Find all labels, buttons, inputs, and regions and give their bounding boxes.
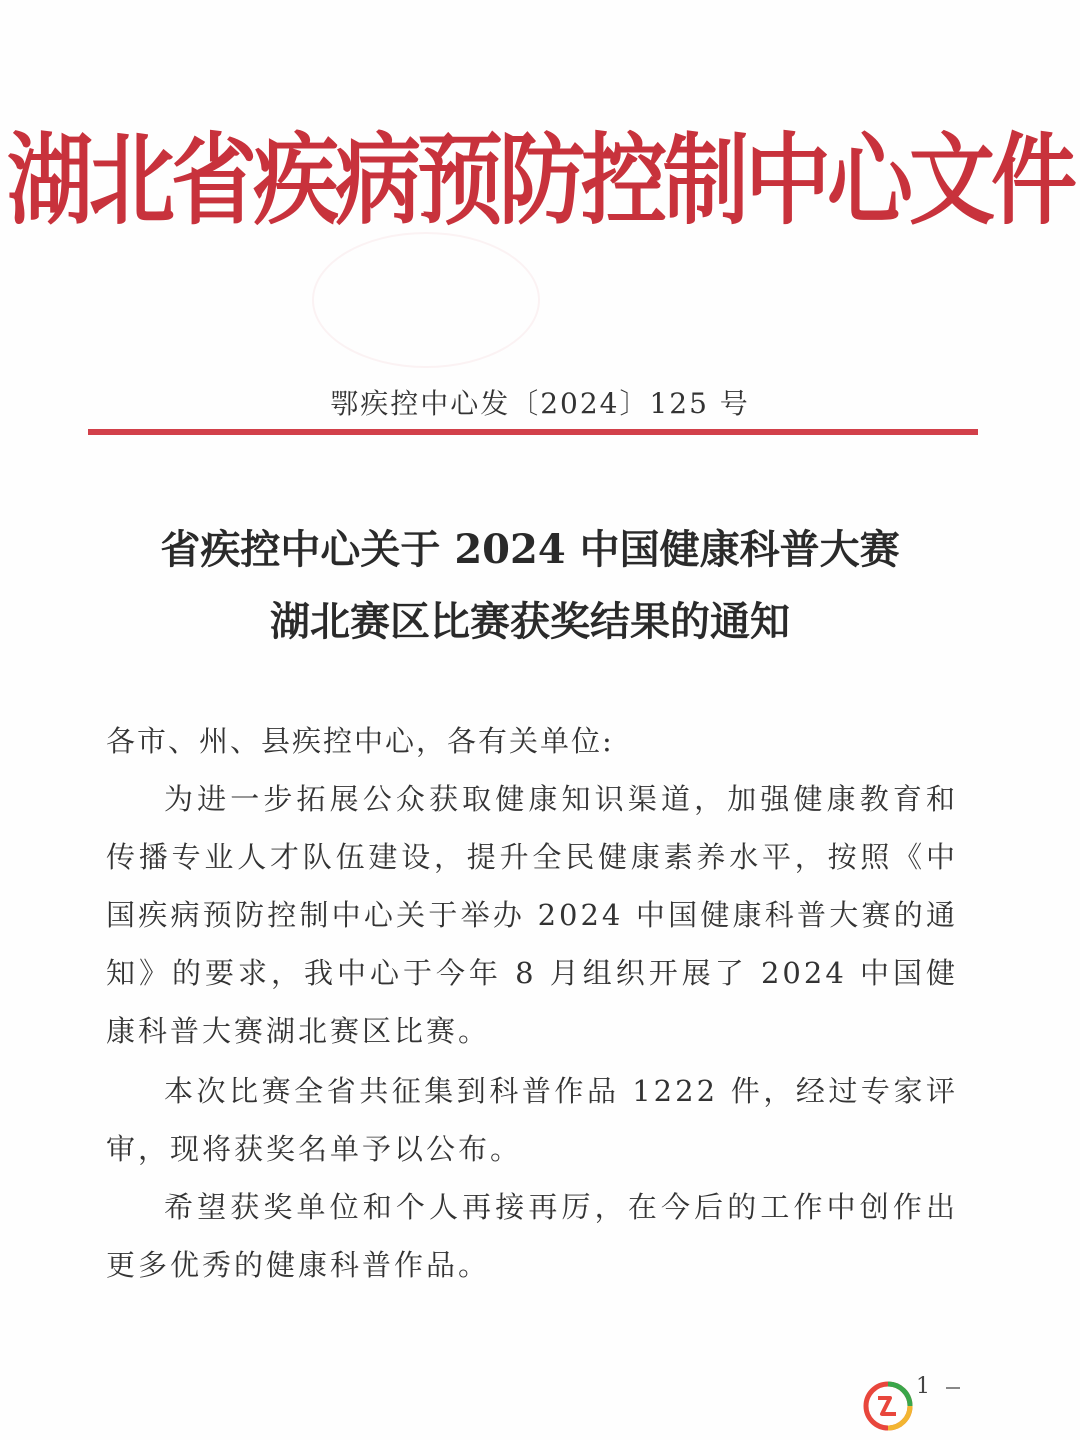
salutation: 各市、州、县疾控中心，各有关单位: [106, 724, 614, 758]
notice-title-line1: 省疾控中心关于 2024 中国健康科普大赛 [160, 526, 900, 573]
body-paragraph-1: 为进一步拓展公众获取健康知识渠道，加强健康教育和传播专业人才队伍建设，提升全民健康素养水平，按照《中国疾病预防控制中心关于举办 2024 中国健康科普大赛的通知》的要求，我中心于今年 8 月组织开展了 2024 中国健康科普大赛湖北赛区比赛。 [106, 782, 958, 1048]
body-paragraph-2: 本次比赛全省共征集到科普作品 1222 件，经过专家评审，现将获奖名单予以公布。 [106, 1074, 958, 1166]
document-header-title: 湖北省疾病预防控制中心文件 [7, 123, 1073, 239]
body-paragraph-3: 希望获奖单位和个人再接再厉，在今后的工作中创作出更多优秀的健康科普作品。 [106, 1190, 958, 1282]
page-number-dash [946, 1387, 960, 1389]
document-number: 鄂疾控中心发〔2024〕125 号 [330, 387, 750, 420]
notice-title-line2: 湖北赛区比赛获奖结果的通知 [270, 598, 790, 645]
page-number: 1 [916, 1374, 930, 1399]
watermark-logo-icon [862, 1380, 914, 1432]
faint-seal-imprint [312, 232, 540, 368]
red-divider-line [88, 429, 978, 435]
